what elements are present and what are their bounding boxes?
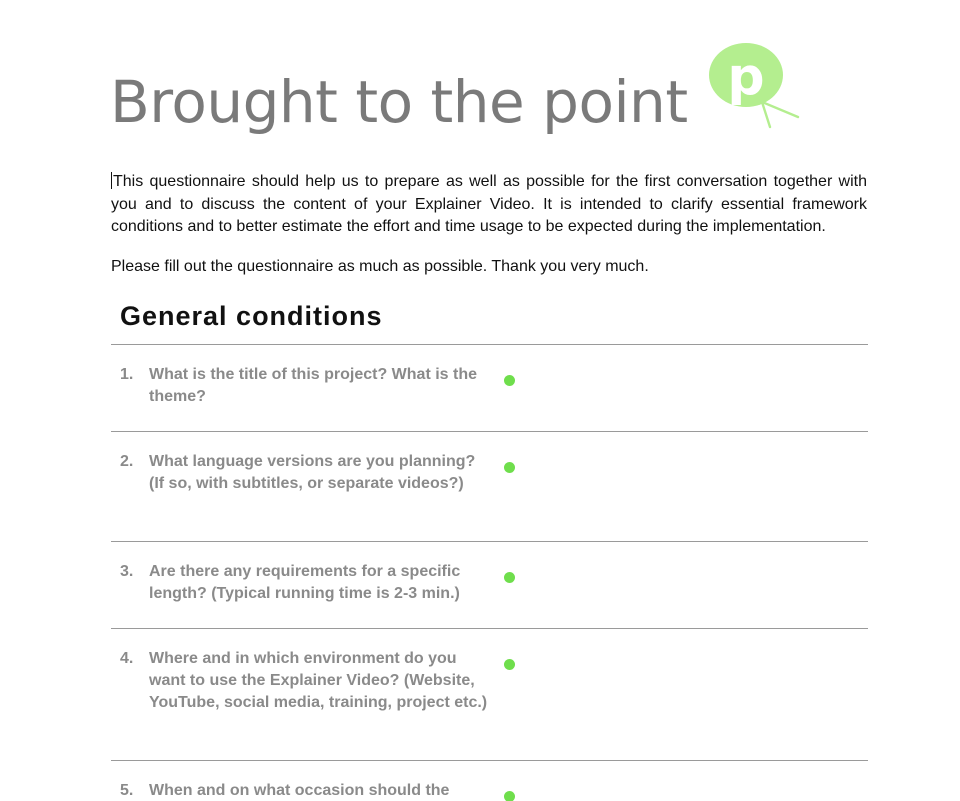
row-divider: [111, 628, 868, 629]
section-heading: General conditions: [120, 301, 383, 331]
question-item-5: [120, 780, 490, 801]
answer-bullet[interactable]: [504, 659, 515, 670]
row-divider: [111, 541, 868, 542]
question-number: 4.: [120, 650, 134, 667]
intro-paragraph[interactable]: [111, 171, 867, 239]
question-item-2: [120, 451, 490, 495]
section-divider: [111, 344, 868, 345]
row-divider: [111, 431, 868, 432]
question-text: What language versions are you planning? (If so, with subtitles, or separate videos?): [149, 453, 476, 492]
question-text: When and on what occasion should the: [149, 782, 450, 799]
question-number: 2.: [120, 453, 134, 470]
question-text: What is the title of this project? What is the theme?: [149, 366, 478, 405]
logo-letter: p: [727, 47, 765, 107]
intro-text: This questionnaire should help us to prepare as well as possible for the first conversation together with you and to discuss the content of your Explainer Video. It is intended to clarify essential framework conditions and to better estimate the effort and time usage to be expected during the implementation.: [111, 173, 867, 235]
answer-bullet[interactable]: [504, 375, 515, 386]
question-item-1: [120, 364, 490, 408]
answer-bullet[interactable]: [504, 462, 515, 473]
question-item-3: [120, 561, 490, 605]
page-title: Brought to the point: [110, 68, 688, 136]
question-text: Are there any requirements for a specific length? (Typical running time is 2-3 min.): [149, 563, 461, 602]
question-number: 3.: [120, 563, 134, 580]
question-text: Where and in which environment do you want to use the Explainer Video? (Website, YouTube, social media, training, project etc.): [149, 650, 488, 711]
text-cursor: [111, 172, 112, 189]
row-divider: [111, 760, 868, 761]
question-number: 5.: [120, 782, 134, 799]
instruction-text: Please fill out the questionnaire as much as possible. Thank you very much.: [111, 258, 649, 275]
answer-bullet[interactable]: [504, 572, 515, 583]
question-item-4: [120, 648, 490, 714]
answer-bullet[interactable]: [504, 791, 515, 801]
brand-logo-icon: [706, 40, 802, 132]
question-number: 1.: [120, 366, 134, 383]
